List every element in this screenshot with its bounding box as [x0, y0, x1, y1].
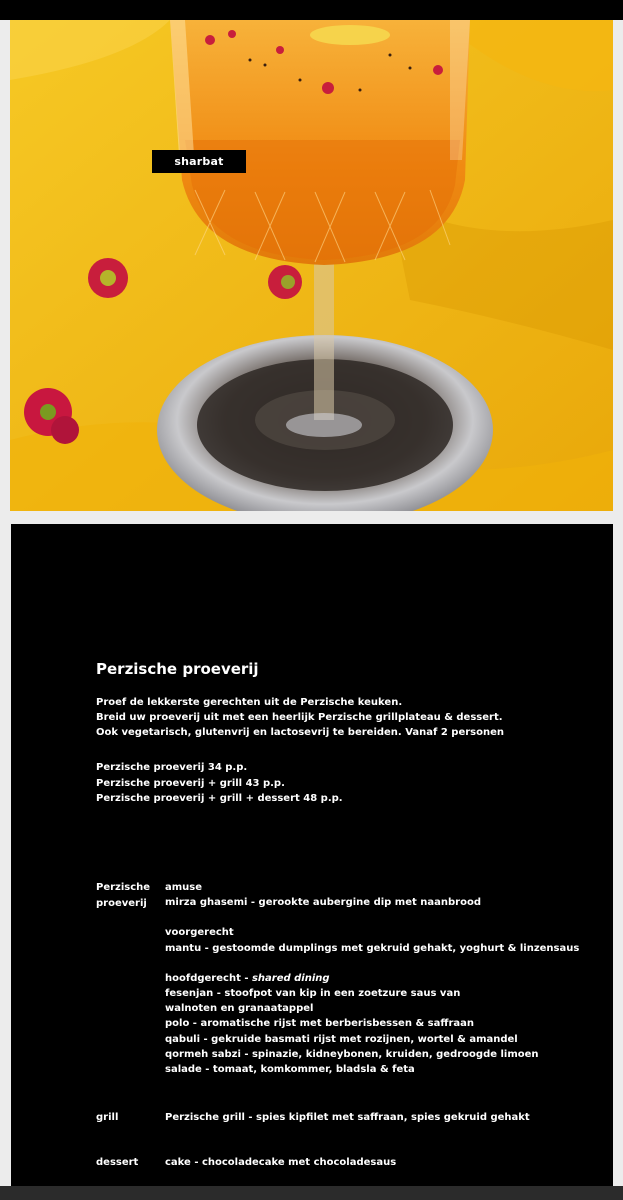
- course-heading-amuse: amuse: [165, 882, 203, 893]
- menu-intro: [96, 695, 504, 740]
- dish-item: mantu - gestoomde dumplings met gekruid gehakt, yoghurt & linzensaus: [165, 942, 580, 954]
- dessert-section-label: dessert: [96, 1157, 139, 1168]
- flower-center: [268, 265, 302, 299]
- intro-line: Proef de lekkerste gerechten uit de Perzische keuken.: [96, 697, 403, 708]
- dessert-dish-item: cake - chocoladecake met chocoladesaus: [165, 1157, 397, 1168]
- price-line: Perzische proeverij + grill + dessert 48 p.p.: [96, 793, 343, 804]
- menu-title: Perzische proeverij: [96, 660, 259, 678]
- price-line: Perzische proeverij 34 p.p.: [96, 762, 248, 773]
- price-line: Perzische proeverij + grill 43 p.p.: [96, 777, 285, 789]
- grill-dish-item: Perzische grill - spies kipfilet met saffraan, spies gekruid gehakt: [165, 1112, 530, 1123]
- section-label-line: proeverij: [96, 897, 147, 909]
- dish-item: qormeh sabzi - spinazie, kidneybonen, kruiden, gedroogde limoen: [165, 1048, 539, 1060]
- proeverij-section-label: [96, 880, 150, 911]
- section-label-line: Perzische: [96, 882, 151, 893]
- menu-prices: [96, 760, 343, 807]
- sharbat-photo: [10, 20, 613, 511]
- dish-item: salade - tomaat, komkommer, bladsla & feta: [165, 1064, 415, 1076]
- hoofdgerecht-subheading: shared dining: [251, 972, 330, 984]
- dish-item: walnoten en granaatappel: [165, 1003, 314, 1015]
- hoofdgerecht-heading-text: hoofdgerecht -: [165, 972, 252, 984]
- dish-item: mirza ghasemi - gerookte aubergine dip met naanbrood: [165, 897, 481, 909]
- dish-item: polo - aromatische rijst met berberisbessen & saffraan: [165, 1018, 474, 1030]
- status-bar: [0, 0, 623, 20]
- proeverij-section-body: [165, 880, 579, 1077]
- bottom-bar: [0, 1186, 623, 1200]
- dish-item: qabuli - gekruide basmati rijst met rozijnen, wortel & amandel: [165, 1033, 518, 1045]
- menu-panel: [11, 524, 613, 1186]
- flower-left-top: [88, 258, 128, 298]
- intro-line: Breid uw proeverij uit met een heerlijk Perzische grillplateau & dessert.: [96, 712, 503, 723]
- grill-section-label: grill: [96, 1112, 119, 1123]
- dish-item: fesenjan - stoofpot van kip in een zoetzure saus van: [165, 988, 461, 1000]
- sharbat-drink-image: [10, 20, 613, 511]
- course-heading-hoofdgerecht: [165, 971, 579, 986]
- intro-line: Ook vegetarisch, glutenvrij en lactosevrij te bereiden. Vanaf 2 personen: [96, 727, 505, 738]
- course-heading-voorgerecht: voorgerecht: [165, 927, 234, 939]
- photo-caption-tag: sharbat: [152, 150, 246, 173]
